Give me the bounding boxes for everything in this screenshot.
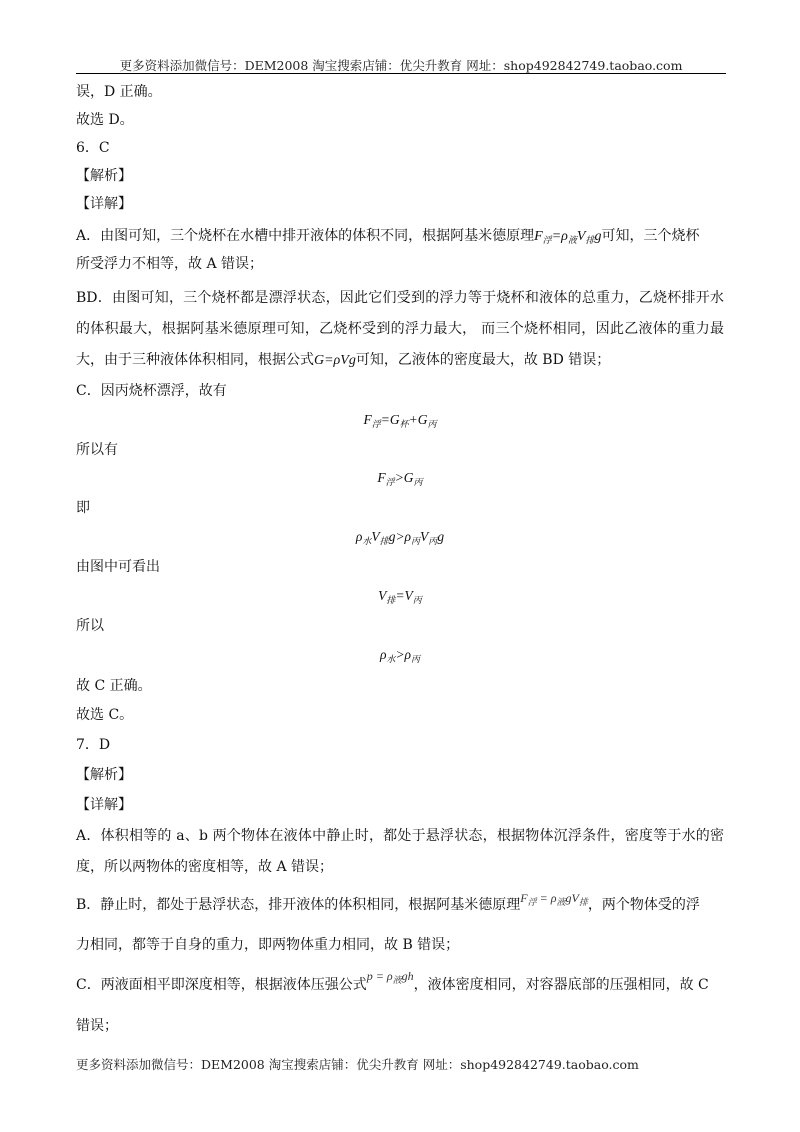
gravity-formula: G=ρVg [314, 353, 356, 368]
text-line: 即 [76, 500, 90, 516]
text-line: C．因丙烧杯漂浮，故有 [76, 383, 227, 399]
text-line: C．两液面相平即深度相等，根据液体压强公式$p = \rho_液gh$，液体密度相同，对容器底部的压强相同，故 C [76, 969, 709, 993]
text-line: BD．由图可知，三个烧杯都是漂浮状态，因此它们受到的浮力等于烧杯和液体的总重力，乙烧杯排开水 [76, 290, 724, 306]
text-line: B．静止时，都处于悬浮状态，排开液体的体积相同，根据阿基米德原理$F_浮 = \rho_液gV_排$，两个物体受的浮 [76, 891, 700, 913]
text-line: 大，由于三种液体体积相同，根据公式G=ρVg可知，乙液体的密度最大，故 BD 错误； [76, 352, 611, 368]
text-line: 故选 C。 [76, 707, 134, 723]
text-line: 度，所以两物体的密度相等，故 A 错误； [76, 859, 334, 875]
section-analysis: 【解析】 [76, 767, 132, 783]
page-header: 更多资料添加微信号：DEM2008 淘宝搜索店铺：优尖升教育 网址：shop492842749.taobao.com [119, 58, 683, 73]
pressure-formula: $p = \rho_液gh$ [366, 969, 414, 985]
equation: $F_浮=G_杯+G_丙$ [363, 412, 437, 429]
header-divider [76, 73, 726, 74]
text-line: 故 C 正确。 [76, 678, 152, 694]
section-analysis: 【解析】 [76, 168, 132, 184]
equation: $F_浮>G_丙$ [377, 470, 423, 487]
text-line: 力相同，都等于自身的重力，即两物体重力相同，故 B 错误； [76, 937, 460, 953]
buoyancy-formula: $F_浮 = \rho_液gV_排$ [520, 891, 588, 907]
text-line: 所受浮力不相等，故 A 错误； [76, 256, 264, 272]
equation: $V_排=V_丙$ [378, 588, 422, 605]
equation: $\rho_水V_排g>\rho_丙V_丙g$ [355, 529, 445, 546]
section-detail: 【详解】 [76, 797, 132, 813]
question-number: 6．C [76, 140, 110, 156]
text-line: 所以 [76, 618, 104, 634]
question-number: 7．D [76, 737, 111, 753]
archimedes-formula: $F_浮=\rho_液V_排g$ [534, 229, 602, 245]
equation: $\rho_水>\rho_丙$ [379, 647, 421, 664]
text-line: 错误； [76, 1018, 118, 1034]
section-detail: 【详解】 [76, 196, 132, 212]
text-line: A．由图可知，三个烧杯在水槽中排开液体的体积不同，根据阿基米德原理$F_浮=\rho_液V_排g$可知，三个烧杯 [76, 228, 700, 245]
text-line: 故选 D。 [76, 112, 134, 128]
text-line: 误，D 正确。 [76, 84, 162, 100]
text-line: 的体积最大，根据阿基米德原理可知，乙烧杯受到的浮力最大， 而三个烧杯相同，因此乙液体的重力最 [76, 321, 724, 337]
text-line: 所以有 [76, 442, 118, 458]
text-line: A．体积相等的 a、b 两个物体在液体中静止时，都处于悬浮状态，根据物体沉浮条件，密度等于水的密 [76, 828, 724, 844]
text-line: 由图中可看出 [76, 559, 160, 575]
page-footer: 更多资料添加微信号：DEM2008 淘宝搜索店铺：优尖升教育 网址：shop492842749.taobao.com [76, 1057, 639, 1072]
